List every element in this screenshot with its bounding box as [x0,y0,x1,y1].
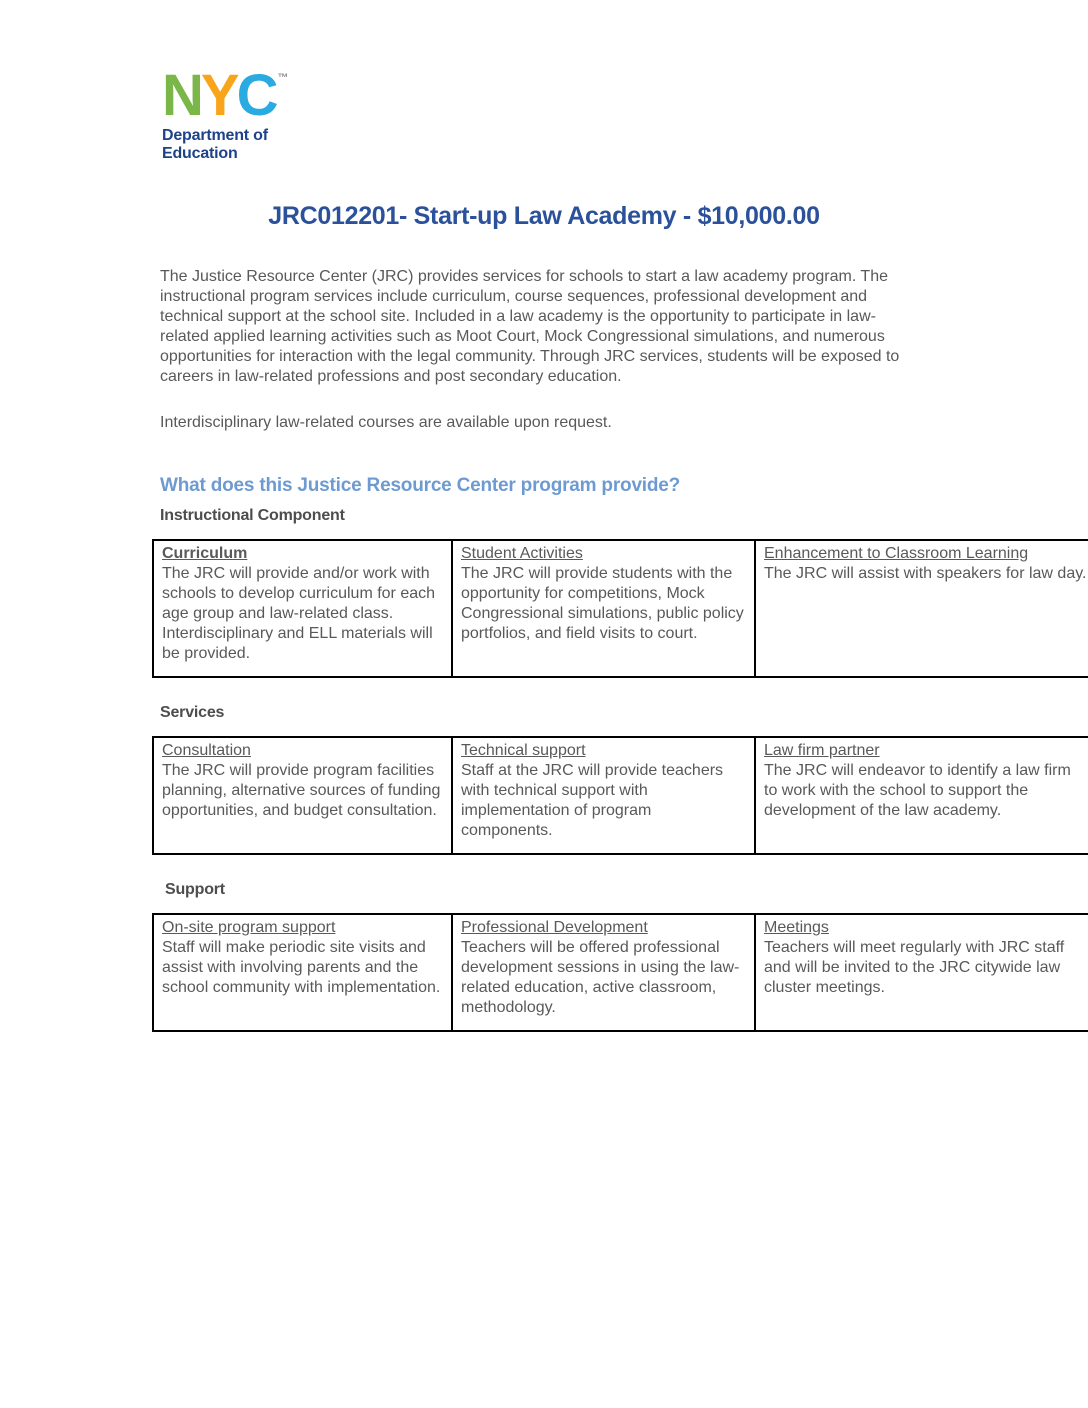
services-table [152,736,1088,855]
intro-paragraph: The Justice Resource Center (JRC) provides services for schools to start a law academy program. The instructional program services include curriculum, course sequences, professional development and technical support at the school site. Included in a law academy is the opportunity to participate in law-related applied learning activities such as Moot Court, Mock Congressional simulations, and numerous opportunities for interaction with the legal community. Through JRC services, students will be exposed to careers in law-related professions and post secondary education. [160,267,900,385]
logo-department-text [162,127,1041,164]
cell-body: Staff at the JRC will provide teachers with technical support with implementation of program components. [461,761,724,839]
cell-body: Teachers will meet regularly with JRC staff and will be invited to the JRC citywide law cluster meetings. [764,938,1065,996]
provide-heading: What does this Justice Resource Center program provide? [160,474,681,496]
logo-letter-n: N [162,63,201,128]
cell-law-firm-partner [755,737,1088,854]
cell-header: Law firm partner [764,741,880,759]
logo-dept-line2: Education [162,145,238,163]
cell-professional-development [452,914,755,1031]
cell-onsite-program-support [153,914,452,1031]
cell-header: Meetings [764,918,829,936]
trademark-symbol: ™ [277,72,289,84]
logo-dept-line1: Department of [162,127,268,145]
table-row [153,914,1088,1031]
section-label-support: Support [165,880,225,898]
cell-technical-support [452,737,755,854]
section-label-instructional-component: Instructional Component [160,506,345,524]
cell-student-activities [452,540,755,677]
cell-meetings [755,914,1088,1031]
cell-body: The JRC will provide and/or work with schools to develop curriculum for each age group and law-related class. Interdisciplinary and ELL materials will be provided. [162,564,436,662]
cell-header: Student Activities [461,544,583,562]
section-label-services: Services [160,703,225,721]
cell-body: Staff will make periodic site visits and assist with involving parents and the school community with implementation. [162,938,441,996]
cell-header: Curriculum [162,544,248,562]
table-row [153,540,1088,677]
nyc-doe-logo [162,63,1041,164]
cell-header: Professional Development [461,918,648,936]
cell-body: The JRC will provide students with the opportunity for competitions, Mock Congressional simulations, public policy portfolios, and field visits to court. [461,564,744,642]
logo-letter-y: Y [200,63,237,128]
cell-body: The JRC will provide program facilities planning, alternative sources of funding opportunities, and budget consultation. [162,761,441,819]
cell-header: On-site program support [162,918,336,936]
cell-body: Teachers will be offered professional development sessions in using the law-related education, active classroom, methodology. [461,938,740,1016]
cell-header: Technical support [461,741,586,759]
cell-header: Consultation [162,741,251,759]
instructional-component-table [152,539,1088,678]
page-title: JRC012201- Start-up Law Academy - $10,000.00 [268,201,820,230]
cell-enhancement-classroom-learning [755,540,1088,677]
cell-curriculum [153,540,452,677]
table-row [153,737,1088,854]
cell-header: Enhancement to Classroom Learning [764,544,1029,562]
second-paragraph: Interdisciplinary law-related courses are available upon request. [160,413,612,431]
support-table [152,913,1088,1032]
cell-body: The JRC will assist with speakers for law day. [764,564,1087,582]
logo-letter-c: C [236,63,276,128]
cell-body: The JRC will endeavor to identify a law firm to work with the school to support the development of the law academy. [764,761,1071,819]
cell-consultation [153,737,452,854]
nyc-logo-wordmark [162,63,289,128]
